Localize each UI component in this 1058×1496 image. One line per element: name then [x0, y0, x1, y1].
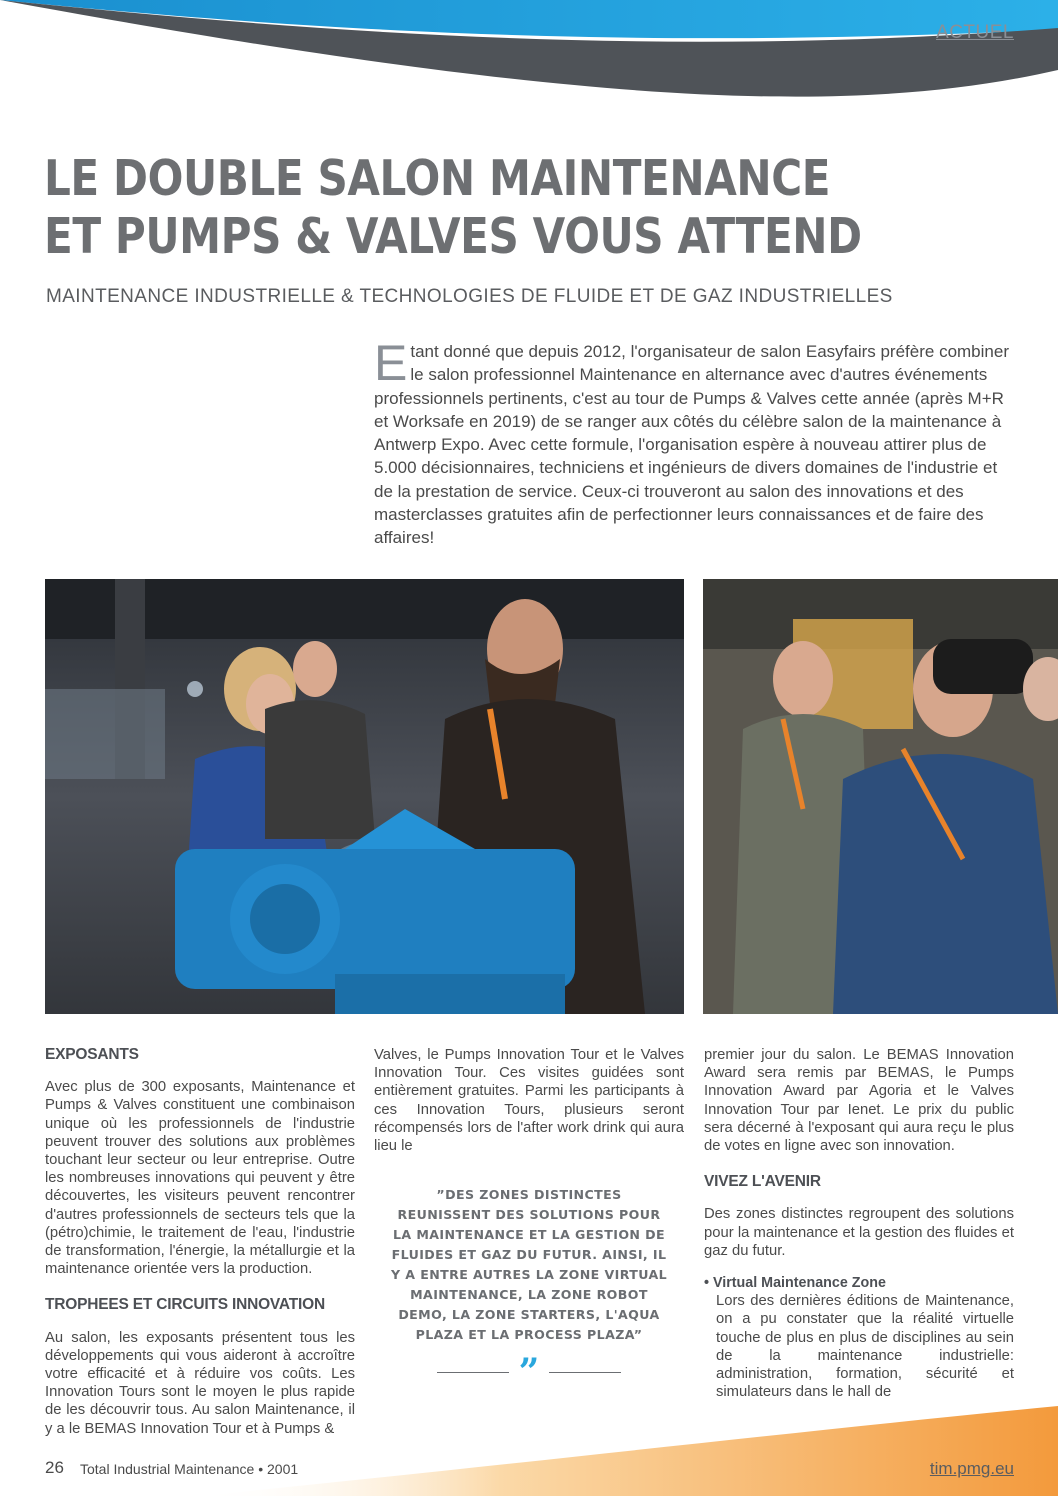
website-link[interactable]: tim.pmg.eu: [929, 1459, 1014, 1478]
footer-swoosh: [0, 1406, 1058, 1496]
article-title: [44, 150, 887, 266]
article-intro: [374, 335, 1014, 550]
paragraph-trophees: Au salon, les exposants présentent tous les développements qui vous aideront à accroître votre efficacité et à réduire vos coûts. Les Innovation Tours sont le moyen le plus rapide de les découvrir tous. Au salon Maintenance, il y a le BEMAS Innovation Tour et à Pumps &: [45, 1329, 355, 1437]
article-subtitle: MAINTENANCE INDUSTRIELLE & TECHNOLOGIES DE FLUIDE ET DE GAZ INDUSTRIELLES: [46, 286, 893, 307]
divider-line-right: [549, 1372, 621, 1373]
heading-vivez-avenir: VIVEZ L'AVENIR: [704, 1173, 821, 1191]
photo-vr-demo: [703, 579, 1058, 1014]
paragraph-zones: Des zones distinctes regroupent des solutions pour la maintenance et la gestion des fluides et gaz du futur.: [704, 1206, 1014, 1259]
title-line-2: ET PUMPS & VALVES VOUS ATTEND: [44, 208, 862, 265]
intro-text: tant donné que depuis 2012, l'organisateur de salon Easyfairs préfère combiner le salon professionnel Maintenance en alternance avec d'autres événements professionnels pertinents, c'est au tour de Pumps & Valves cette année (après M+R et Worksafe en 2019) de se ranger aux côtés du célèbre salon de la maintenance à Antwerp Expo. Avec cette formule, l'organisation espère à nouveau attirer plus de 5.000 décisionnaires, techniciens et ingénieurs de divers domaines de l'industrie et de la prestation de service. Ceux-ci trouveront au salon des innovations et des masterclasses gratuites afin de perfectionner leurs connaissances et de faire des affaires!: [374, 342, 1009, 548]
heading-exposants: EXPOSANTS: [45, 1046, 139, 1063]
page-number: 26: [45, 1458, 64, 1477]
column-2: [374, 1046, 684, 1394]
title-line-1: LE DOUBLE SALON MAINTENANCE: [44, 150, 831, 207]
paragraph-virtual-maintenance: Lors des dernières éditions de Maintenance, on a pu constater que la réalité virtuelle touche de plus en plus de disciplines au sein de la maintenance industrielle: administration, formation, sécurité et simulateurs dans le hall de: [716, 1293, 1014, 1401]
bullet-virtual-maintenance: • Virtual Maintenance Zone: [704, 1275, 886, 1292]
photo-pump-demo: [45, 579, 684, 1014]
quote-divider: [374, 1351, 684, 1394]
drop-cap: E: [374, 335, 408, 391]
heading-trophees: TROPHEES ET CIRCUITS INNOVATION: [45, 1296, 325, 1314]
paragraph-awards: premier jour du salon. Le BEMAS Innovation Award sera remis par BEMAS, le Pumps Innovation Award par Agoria et le Valves Innovation Tour par Ienet. Le prix du public sera décerné à l'exposant qui aura reçu le plus de votes en ligne avec son innovation.: [704, 1047, 1014, 1155]
quote-mark-icon: ”: [518, 1351, 540, 1394]
column-3: [704, 1046, 1014, 1401]
paragraph-innovation-tours: Valves, le Pumps Innovation Tour et le Valves Innovation Tour. Ces visites guidées sont entièrement gratuites. Parmi les participants à ces Innovation Tours, plusieurs seront récompensés lors de l'after work drink qui aura lieu le: [374, 1047, 684, 1155]
section-tag[interactable]: ACTUEL: [936, 22, 1014, 43]
column-1: [45, 1046, 355, 1438]
header-swoosh: [0, 0, 1058, 110]
paragraph-exposants: Avec plus de 300 exposants, Maintenance et Pumps & Valves constituent une combinaison unique où les professionnels de l'industrie peuvent trouver des solutions aux problèmes touchant leur secteur ou leur entreprise. Outre les nombreuses innovations qui peuvent y être découvertes, les visiteurs peuvent rencontrer d'autres professionnels de secteurs tels que la (pétro)chimie, le traitement de l'eau, l'industrie de transformation, l'énergie, la métallurgie et la maintenance orientée vers la production.: [45, 1079, 355, 1278]
magazine-name: Total Industrial Maintenance • 2001: [80, 1461, 299, 1477]
divider-line-left: [437, 1372, 509, 1373]
pull-quote: ”DES ZONES DISTINCTES REUNISSENT DES SOLUTIONS POUR LA MAINTENANCE ET LA GESTION DE FLUIDES ET GAZ DU FUTUR. AINSI, IL Y A ENTRE AUTRES LA ZONE VIRTUAL MAINTENANCE, LA ZONE ROBOT DEMO, LA ZONE STARTERS, L'AQUA PLAZA ET LA PROCESS PLAZA”: [390, 1187, 668, 1343]
